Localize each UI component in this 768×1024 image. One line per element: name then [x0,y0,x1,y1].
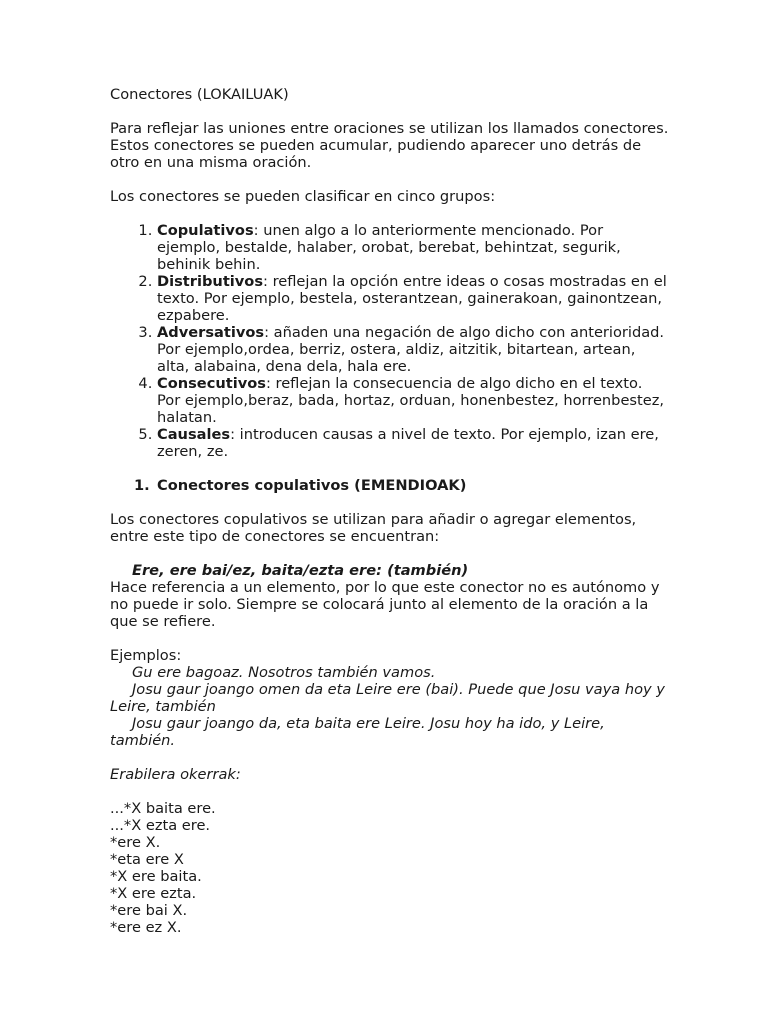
list-item [157,273,670,324]
list-item-text: : reflejan la opción entre ideas o cosas mostradas en el texto. Por ejemplo, bestela, osterantzean, gainerakoan, gainontzean, ezpabere. [157,273,667,324]
example-text: Josu gaur joango omen da eta Leire ere (bai). Puede que Josu vaya hoy y Leire, también [110,681,665,715]
connector-groups-list [110,222,670,460]
list-item-term: Consecutivos [157,375,266,392]
error-item: *X ere ezta. [110,885,197,902]
error-item: *eta ere X [110,851,184,868]
errors-label: Erabilera okerrak: [110,766,241,783]
section-heading [110,477,670,494]
error-item: ...*X baita ere. [110,800,216,817]
list-item [157,375,670,426]
example-line [110,681,670,715]
errors-list [110,800,670,936]
example-line [110,664,670,681]
error-item: *ere X. [110,834,161,851]
subsection-description: Hace referencia a un elemento, por lo que este conector no es autónomo y no puede ir solo. Siempre se colocará junto al elemento de la oración a la que se refiere. [110,579,660,630]
document-page [110,86,670,936]
example-line [110,715,670,749]
examples-block [110,664,670,749]
list-item-text: : añaden una negación de algo dicho con anterioridad. Por ejemplo,ordea, berriz, ostera, aldiz, aitzitik, bitartean, artean, alta, alabaina, dena dela, hala ere. [157,324,665,375]
list-item-term: Copulativos [157,222,254,239]
error-item: ...*X ezta ere. [110,817,211,834]
examples-label: Ejemplos: [110,647,182,664]
error-item: *ere ez X. [110,919,182,936]
list-item-text: : reflejan la consecuencia de algo dicho en el texto. Por ejemplo,beraz, bada, hortaz, orduan, honenbestez, horrenbestez, halatan. [157,375,665,426]
section-heading-text: Conectores copulativos (EMENDIOAK) [157,477,467,494]
classify-paragraph: Los conectores se pueden clasificar en cinco grupos: [110,188,496,205]
subsection-heading: Ere, ere bai/ez, baita/ezta ere: (también) [132,562,469,579]
section-intro: Los conectores copulativos se utilizan para añadir o agregar elementos, entre este tipo de conectores se encuentran: [110,511,637,545]
example-text: Josu gaur joango da, eta baita ere Leire. Josu hoy ha ido, y Leire, también. [110,715,605,749]
list-item-term: Adversativos [157,324,265,341]
list-item-term: Causales [157,426,231,443]
section-number: 1. [134,477,150,494]
list-item [157,426,670,460]
document-title: Conectores (LOKAILUAK) [110,86,289,103]
error-item: *X ere baita. [110,868,202,885]
example-text: Gu ere bagoaz. Nosotros también vamos. [132,664,436,681]
error-item: *ere bai X. [110,902,188,919]
list-item-text: : introducen causas a nivel de texto. Por ejemplo, izan ere, zeren, ze. [157,426,659,460]
intro-paragraph: Para reflejar las uniones entre oraciones se utilizan los llamados conectores. Estos conectores se pueden acumular, pudiendo aparecer uno detrás de otro en una misma oración. [110,120,669,171]
list-item [157,324,670,375]
list-item [157,222,670,273]
list-item-text: : unen algo a lo anteriormente mencionado. Por ejemplo, bestalde, halaber, orobat, berebat, behintzat, segurik, behinik behin. [157,222,621,273]
list-item-term: Distributivos [157,273,264,290]
